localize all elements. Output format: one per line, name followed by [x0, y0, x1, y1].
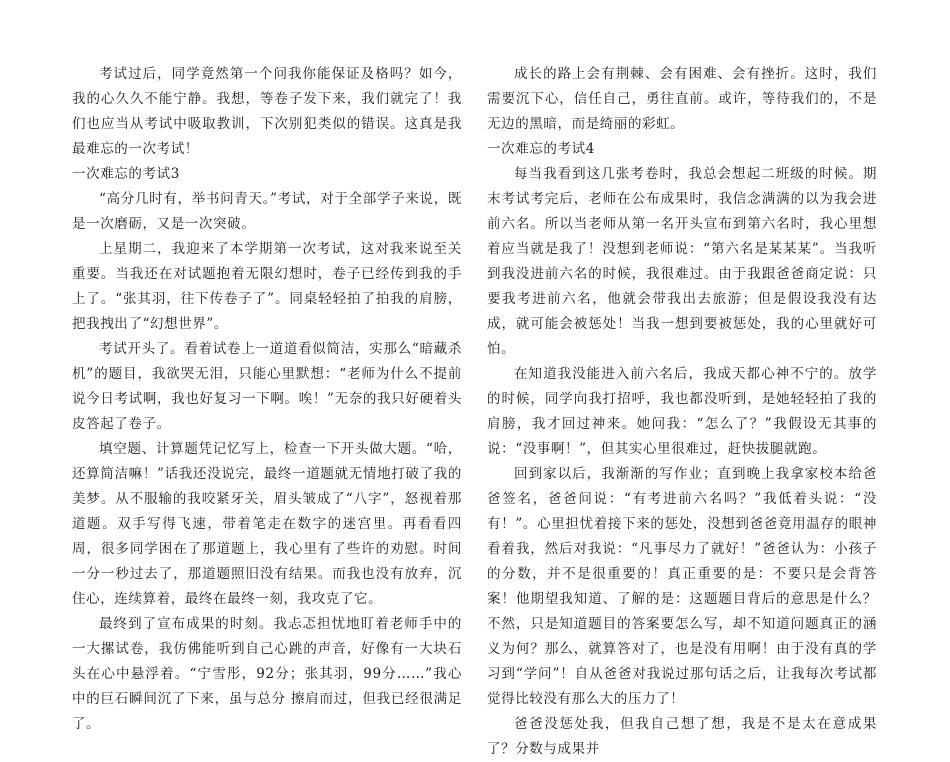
body-paragraph: 在知道我没能进入前六名后，我成天都心神不宁的。放学的时候，同学向我打招呼，我也都没听到，是她轻轻拍了我的肩膀，我才回过神来。她问我：“怎么了？”我假设无其事的说：“没事啊！”，但其实心里很难过，赶快拔腿就跑。 [487, 366, 877, 457]
body-paragraph: 每当我看到这几张考卷时，我总会想起二班级的时候。期末考试考完后，老师在公布成果时，我信念满满的以为我会进前六名。所以当老师从第一名开头宣布到第六名时，我心里想着应当就是我了！没想到老师说：“第六名是某某某”。当我听到我没进前六名的时候，我很难过。由于我跟爸爸商定说：只要我考进前六名，他就会带我出去旅游；但是假设我没有达成，就可能会被惩处！当我一想到要被惩处，我的心里就好可怕。 [487, 166, 877, 357]
body-paragraph: 最终到了宣布成果的时刻。我忐忑担忧地盯着老师手中的一大摞试卷，我仿佛能听到自己心跳的声音，好像有一大块石头在心中悬浮着。“宁雪彤，92分；张其羽，99分……”我心中的巨石瞬间沉了下来，虽与总分 擦肩而过，但我已经很满足了。 [72, 616, 462, 732]
body-paragraph: 爸爸没惩处我，但我自己想了想，我是不是太在意成果了？分数与成果并 [487, 716, 877, 757]
body-paragraph: 成长的路上会有荆棘、会有困难、会有挫折。这时，我们需要沉下心，信任自己，勇往直前。或许，等待我们的，不是无边的黑暗，而是绮丽的彩虹。 [487, 66, 877, 132]
body-paragraph: 填空题、计算题凭记忆写上，检查一下开头做大题。“哈，还算简洁嘛！”话我还没说完，最终一道题就无情地打破了我的美梦。从不服输的我咬紧牙关，眉头皱成了“八字”，怒视着那道题。双手写得飞速，带着笔走在数字的迷宫里。再看看四周，很多同学困在了那道题上，我心里有了些许的劝慰。时间一分一秒过去了，那道题照旧没有结果。而我也没有放弃，沉住心，连续算着，最终在最终一刻，我攻克了它。 [72, 441, 462, 607]
section-heading: 一次难忘的考试4 [487, 141, 595, 157]
body-paragraph: 上星期二，我迎来了本学期第一次考试，这对我来说至关重要。当我还在对试题抱着无限幻想时，卷子已经传到我的手上了。“张其羽，往下传卷子了”。同桌轻轻拍了拍我的肩膀，把我拽出了“幻想世界”。 [72, 241, 462, 332]
body-paragraph: “高分几时有，举书问青天。”考试，对于全部学子来说，既是一次磨砺，又是一次突破。 [72, 191, 462, 232]
body-paragraph: 回到家以后，我渐渐的写作业；直到晚上我拿家校本给爸爸签名，爸爸问说：“有考进前六名吗？”我低着头说：“没有！”。心里担忧着接下来的惩处，没想到爸爸竟用温存的眼神看着我，然后对我说：“凡事尽力了就好！”爸爸认为：小孩子的分数，并不是很重要的！真正重要的是：不要只是会背答案！他期望我知道、了解的是：这题题目背后的意思是什么？不然，只是知道题目的答案要怎么写，却不知道问题真正的涵义为何？那么，就算答对了，也是没有用啊！由于没有真的学习到“学问”！自从爸爸对我说过那句话之后，让我每次考试都觉得比较没有那么大的压力了！ [487, 466, 877, 707]
section-heading: 一次难忘的考试3 [72, 166, 180, 182]
body-paragraph: 考试开头了。看着试卷上一道道看似简洁，实那么“暗藏杀机”的题目，我欲哭无泪，只能心里默想：“老师为什么不提前说今日考试啊，我也好复习一下啊。唉！”无奈的我只好硬着头皮答起了卷子。 [72, 341, 462, 432]
body-paragraph: 考试过后，同学竟然第一个问我你能保证及格吗？如今，我的心久久不能宁静。我想，等卷子发下来，我们就完了！我们也应当从考试中吸取教训，下次别犯类似的错误。这真是我最难忘的一次考试！ [72, 66, 462, 157]
left-column [72, 62, 462, 737]
right-column [487, 62, 877, 762]
